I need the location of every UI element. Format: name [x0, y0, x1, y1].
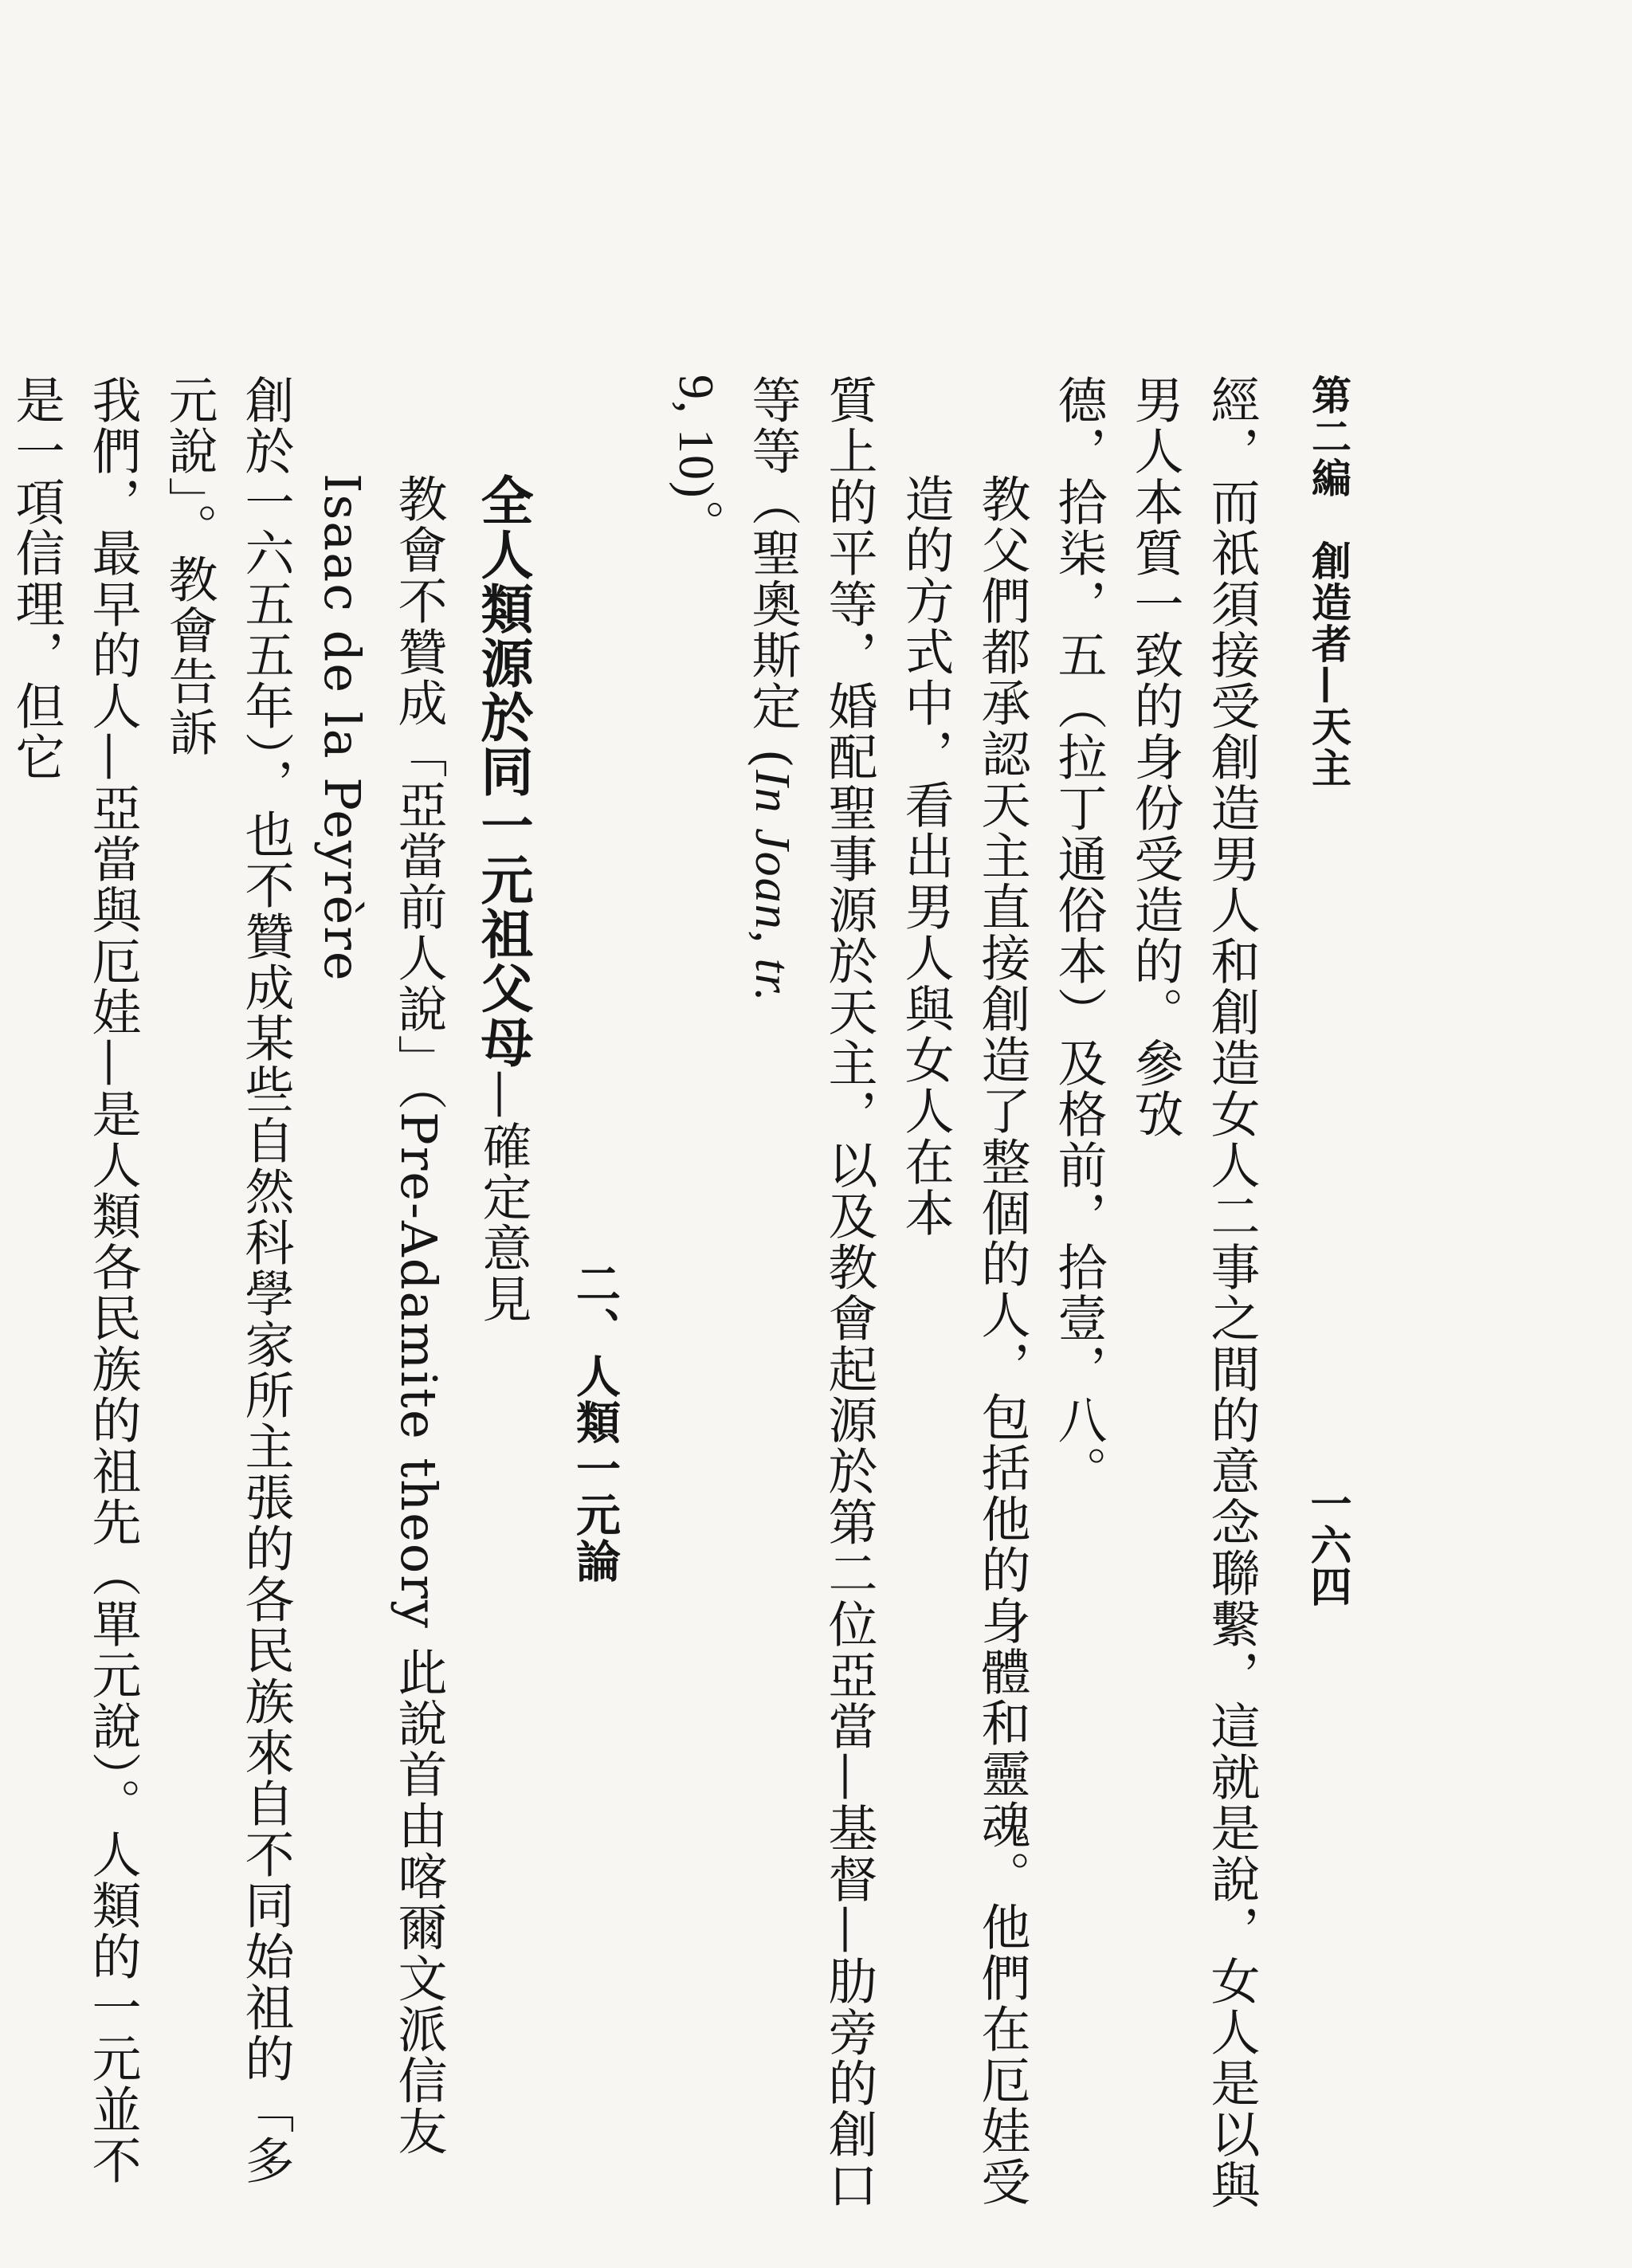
paragraph-line: 德，拾柒，五（拉丁通俗本）及格前，拾壹，八。: [1049, 375, 1108, 1497]
paragraph-line: [734, 375, 887, 2231]
section-subheading: [465, 375, 541, 2231]
running-head: 第二編 創造者—天主: [1305, 375, 1352, 789]
paragraph-line: 9, 10)。: [669, 375, 723, 551]
citation-latin: In Joan, tr.: [745, 769, 799, 1003]
main-text: [7, 375, 1269, 2231]
subheading-bold: 全人類源於同一元祖父母: [472, 473, 534, 1069]
paragraph-line: 教父們都承認天主直接創造了整個的人，包括他的身體和靈魂。他們在厄娃受造的方式中，看出男人與女人在本: [896, 473, 1031, 2207]
paragraph-text: 質上的平等，婚配聖事源於天主，以及教會起源於第二位亞當—基督—肋旁的創口等等（聖奧斯定 (: [743, 375, 878, 2211]
body-line: 教會不贊成「亞當前人說」（Pre-Adamite theory 此說首由喀爾文派信友 Isaac de la Peyrère: [313, 473, 448, 2157]
body-line: 創於一六五五年），也不贊成某些自然科學家所主張的各民族來自不同始祖的「多元說」。教會告訴: [160, 375, 295, 2186]
paragraph-line: 經，而祇須接受創造男人和創造女人二事之間的意念聯繫，這就是說，女人是以與男人本質一致的身份受造的。參攷: [1126, 375, 1261, 2211]
section-heading: 二、人類一元論: [569, 1261, 622, 1584]
subheading-note: —確定意見: [474, 1069, 532, 1324]
body-line: 我們，最早的人—亞當與厄娃—是人類各民族的祖先（單元說）。人類的一元並不是一項信理，但它: [7, 375, 142, 2186]
page-number: 一六四: [1303, 1482, 1352, 1607]
